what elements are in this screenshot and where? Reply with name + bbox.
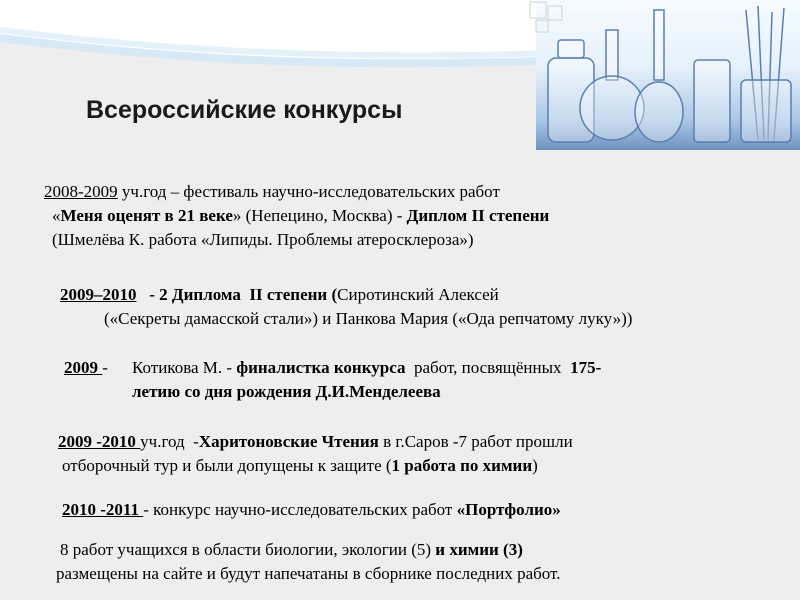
- block1-line3: (Шмелёва К. работа «Липиды. Проблемы атеросклероза»): [52, 230, 474, 249]
- block1-year: 2008-2009: [44, 182, 118, 201]
- block4-line1-a: уч.год -: [140, 432, 199, 451]
- block3-dash: -: [102, 358, 108, 377]
- kharitonov-readings: Харитоновские Чтения: [198, 432, 379, 451]
- block4-line1: [58, 430, 573, 454]
- block1-line1-text: уч.год – фестиваль научно-исследовательских работ: [117, 182, 500, 201]
- block5-line1: [62, 498, 561, 522]
- block4-line2-a: отборочный тур и были допущены к защите (: [62, 456, 392, 475]
- block4-line2-b: ): [532, 456, 538, 475]
- block3-line1-b: работ, посвящённых: [405, 358, 571, 377]
- block5-line1-a: - конкурс научно-исследовательских работ: [143, 500, 457, 519]
- block5-year: 2010 -2011: [62, 500, 144, 519]
- chemistry-count: и химии (3): [435, 540, 523, 559]
- block2-award: - 2 Диплома II степени (: [136, 285, 338, 304]
- block3-line1-bold2: 175-: [570, 358, 602, 377]
- block6-line2: размещены на сайте и будут напечатаны в сборнике последних работ.: [56, 564, 561, 583]
- block3-line2: летию со дня рождения Д.И.Менделеева: [132, 382, 441, 401]
- block2-line2: («Секреты дамасской стали») и Панкова Мария («Ода репчатому луку»)): [104, 309, 633, 328]
- block3-year: 2009: [64, 358, 103, 377]
- block2-line1: [60, 283, 499, 307]
- block4-line2: [62, 454, 538, 478]
- block1-line2: [52, 204, 549, 228]
- finalist-label: финалистка конкурса: [236, 358, 406, 377]
- block6-line1-a: 8 работ учащихся в области биологии, экологии (5): [60, 540, 436, 559]
- chemistry-work: 1 работа по химии: [391, 456, 533, 475]
- block1-line1: [44, 180, 500, 204]
- block2-line1-text: Сиротинский Алексей: [337, 285, 499, 304]
- diploma-award: Диплом II степени: [406, 206, 550, 225]
- block3-line1: [64, 356, 108, 380]
- portfolio-contest: «Портфолио»: [456, 500, 561, 519]
- block4-line1-b: в г.Саров -7 работ прошли: [378, 432, 573, 451]
- corner-squares-decoration: [0, 0, 800, 60]
- block1-line2-text: » (Непецино, Москва) -: [232, 206, 407, 225]
- block4-year: 2009 -2010: [58, 432, 141, 451]
- slide-title: Всероссийские конкурсы: [86, 96, 403, 124]
- block6-line1: [60, 538, 523, 562]
- quote-open: «: [52, 206, 61, 225]
- festival-name: Меня оценят в 21 веке: [60, 206, 233, 225]
- block2-year: 2009–2010: [60, 285, 137, 304]
- block3-line1-text: [132, 356, 601, 380]
- block3-line1-a: Котикова М. -: [132, 358, 237, 377]
